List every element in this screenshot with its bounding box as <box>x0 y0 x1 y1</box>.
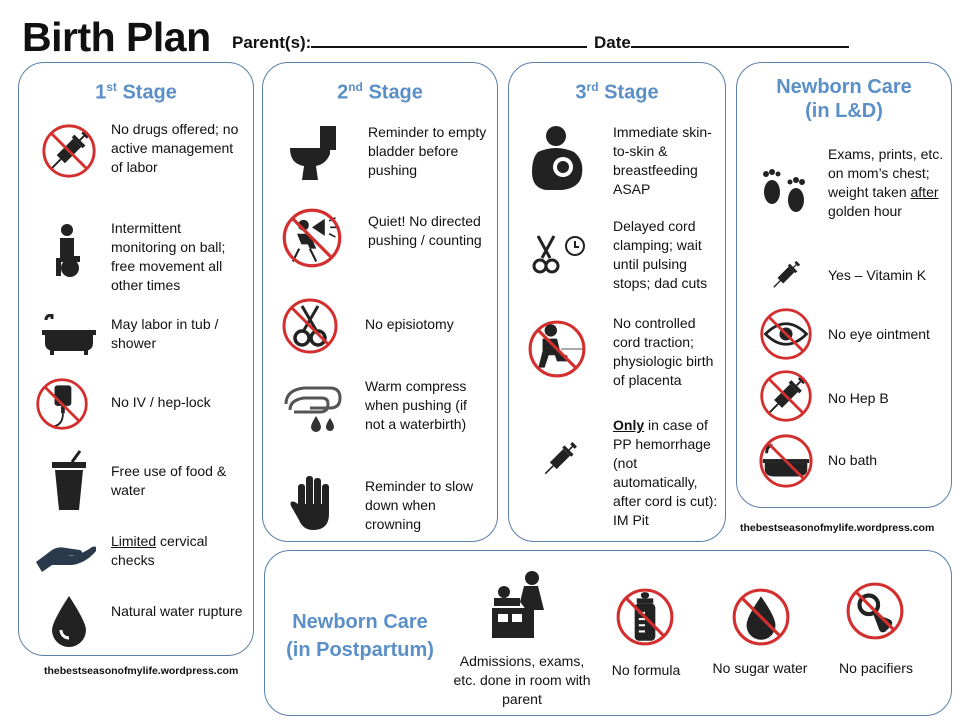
stage2-item-1: Reminder to empty bladder before pushing <box>368 124 487 178</box>
stage1-title: 1st Stage <box>95 80 177 104</box>
no-bath-icon <box>756 432 816 490</box>
parents-label: Parent(s): <box>232 33 312 52</box>
stage3-item-4: Only in case of PP hemorrhage (not automatically, after cord is cut): IM Pit <box>613 417 718 528</box>
stage3-item-1: Immediate skin-to-skin & breastfeeding ASAP <box>613 124 712 197</box>
stage3-title: 3rd Stage <box>575 80 659 104</box>
parents-field[interactable] <box>232 32 587 53</box>
newborn-ld-item-5: No bath <box>828 452 878 468</box>
newborn-ld-item-2: Yes – Vitamin K <box>828 267 927 283</box>
scissors-clock-icon <box>530 232 588 276</box>
newborn-pp-item-4: No pacifiers <box>839 660 913 676</box>
date-label: Date <box>594 33 631 52</box>
water-drop-icon <box>50 594 88 648</box>
stage3-item-2: Delayed cord clamping; wait until pulsing stops; dad cuts <box>613 218 708 291</box>
stage2-title: 2nd Stage <box>337 80 423 104</box>
hand-icon <box>34 538 96 572</box>
date-line[interactable] <box>631 32 849 48</box>
parents-line[interactable] <box>311 32 587 48</box>
newborn-ld-title: Newborn Care (in L&D) <box>776 76 912 122</box>
newborn-ld-item-3: No eye ointment <box>828 326 930 342</box>
no-iv-icon <box>34 376 90 432</box>
no-pacifier-icon <box>844 580 906 642</box>
syringe-icon <box>766 254 806 296</box>
footprints-icon <box>758 166 812 218</box>
stage3-item-3: No controlled cord traction; physiologic birth of placenta <box>613 315 714 388</box>
newborn-pp-item-1: Admissions, exams, etc. done in room with parent <box>453 653 591 707</box>
stage1-item-4: No IV / hep-lock <box>111 394 211 410</box>
newborn-ld-item-1: Exams, prints, etc. on mom’s chest; weight taken after golden hour <box>828 146 944 219</box>
stage2-item-3: No episiotomy <box>365 316 454 332</box>
no-drop-icon <box>730 586 792 648</box>
syringe-icon <box>536 432 584 486</box>
birth-ball-icon <box>50 222 90 278</box>
no-syringe-icon <box>758 368 814 424</box>
stage1-item-6: Limited cervical checks <box>111 533 208 568</box>
date-field[interactable] <box>594 32 849 53</box>
no-megaphone-icon <box>280 206 344 270</box>
stage1-item-7: Natural water rupture <box>111 603 243 619</box>
stage2-item-5: Reminder to slow down when crowning <box>365 478 474 532</box>
no-eye-icon <box>758 306 814 362</box>
stage1-item-2: Intermittent monitoring on ball; free movement all other times <box>111 220 226 293</box>
newborn-pp-item-2: No formula <box>611 662 681 678</box>
drink-cup-icon <box>50 450 88 512</box>
toilet-icon <box>288 124 344 182</box>
page-title: Birth Plan <box>22 14 211 60</box>
changing-table-icon <box>488 570 556 640</box>
stage1-credit: thebestseasonofmylife.wordpress.com <box>44 665 239 677</box>
no-traction-icon <box>526 318 588 380</box>
no-bottle-icon <box>614 586 676 648</box>
stage1-item-1: No drugs offered; no active management of labor <box>111 121 239 175</box>
stage1-item-3: May labor in tub / shower <box>111 316 219 351</box>
stage2-item-2: Quiet! No directed pushing / counting <box>368 213 482 248</box>
stage2-item-4: Warm compress when pushing (if not a waterbirth) <box>365 378 467 432</box>
stop-hand-icon <box>290 474 336 532</box>
stage1-item-5: Free use of food & water <box>111 463 227 498</box>
towel-icon <box>282 384 344 434</box>
newborn-ld-credit: thebestseasonofmylife.wordpress.com <box>740 522 935 534</box>
no-scissors-icon <box>280 296 340 356</box>
newborn-ld-item-4: No Hep B <box>828 390 889 406</box>
breastfeeding-icon <box>530 124 586 190</box>
no-drugs-icon <box>40 122 98 180</box>
newborn-pp-title: Newborn Care (in Postpartum) <box>286 611 434 661</box>
bathtub-icon <box>40 314 98 356</box>
newborn-pp-item-3: No sugar water <box>712 660 808 676</box>
